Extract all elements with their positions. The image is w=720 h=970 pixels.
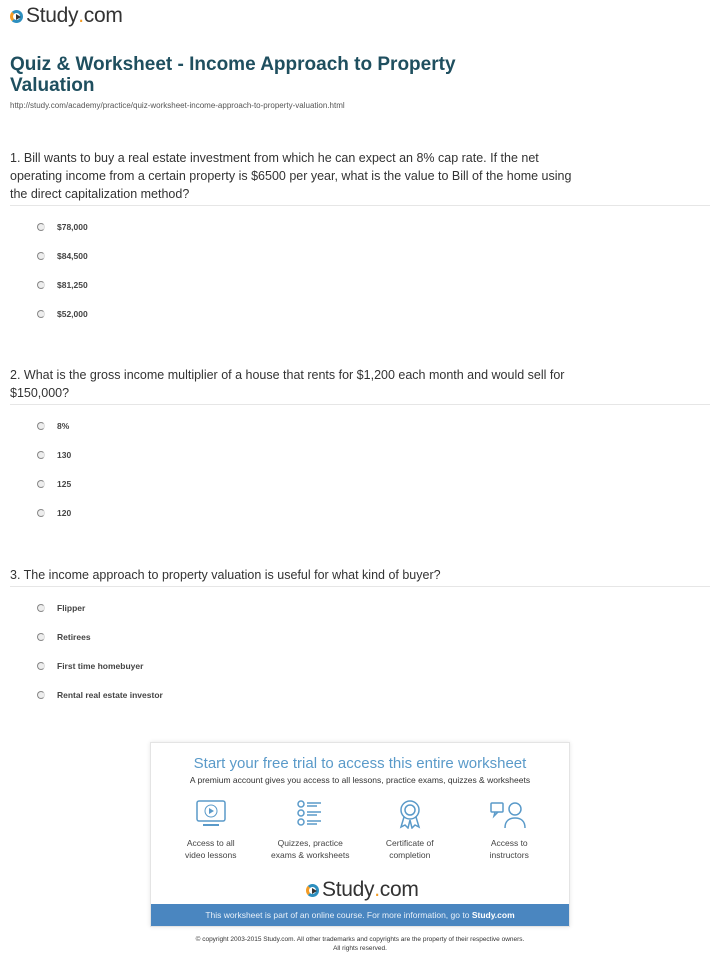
option-label: 125 <box>57 479 72 489</box>
bar-text: This worksheet is part of an online course. For more information, go to <box>205 910 472 920</box>
radio-icon[interactable] <box>37 604 45 612</box>
option-label: 120 <box>57 508 72 518</box>
feature-video <box>163 799 258 861</box>
radio-icon[interactable] <box>37 451 45 459</box>
option[interactable] <box>37 450 71 460</box>
option-label: $84,500 <box>57 251 88 261</box>
course-info-bar <box>151 904 569 926</box>
free-trial-card <box>150 742 570 927</box>
feature-label: exams & worksheets <box>271 850 350 860</box>
option-label: Retirees <box>57 632 91 642</box>
feature-instructors <box>462 799 557 861</box>
radio-icon[interactable] <box>37 633 45 641</box>
radio-icon[interactable] <box>37 310 45 318</box>
option[interactable] <box>37 309 88 319</box>
option[interactable] <box>37 280 88 290</box>
option[interactable] <box>37 690 163 700</box>
question-2: 2. What is the gross income multiplier of a house that rents for $1,200 each month and would sell for $150,000? <box>10 368 565 400</box>
feature-label: video lessons <box>184 850 237 860</box>
logo-dot: . <box>78 4 84 27</box>
option[interactable] <box>37 251 88 261</box>
video-lesson-icon <box>195 799 227 829</box>
logo-tld: com <box>379 878 419 901</box>
option-label: First time homebuyer <box>57 661 144 671</box>
option[interactable] <box>37 508 71 518</box>
option[interactable] <box>37 479 71 489</box>
quiz-list-icon <box>294 799 326 829</box>
option-label: 130 <box>57 450 72 460</box>
instructor-chat-icon <box>489 799 529 829</box>
option-label: 8% <box>57 421 70 431</box>
option[interactable] <box>37 661 143 671</box>
feature-label: Access to <box>490 838 528 848</box>
promo-title: Start your free trial to access this entire worksheet <box>193 755 527 772</box>
feature-label: Quizzes, practice <box>277 838 343 848</box>
divider <box>10 404 710 405</box>
divider <box>10 586 710 587</box>
radio-icon[interactable] <box>37 281 45 289</box>
logo-text: Study <box>322 878 375 901</box>
radio-icon[interactable] <box>37 422 45 430</box>
study-logo[interactable] <box>10 4 123 28</box>
option-label: Rental real estate investor <box>57 690 163 700</box>
feature-certificate <box>362 799 457 861</box>
option[interactable] <box>37 603 85 613</box>
radio-icon[interactable] <box>37 252 45 260</box>
copyright <box>0 935 720 953</box>
certificate-ribbon-icon <box>394 799 426 829</box>
option-label: $81,250 <box>57 280 88 290</box>
radio-icon[interactable] <box>37 662 45 670</box>
divider <box>10 205 710 206</box>
logo-dot: . <box>374 878 380 901</box>
question-3: 3. The income approach to property valuation is useful for what kind of buyer? <box>10 568 441 582</box>
study-link[interactable]: Study.com <box>471 910 515 920</box>
logo-tld: com <box>83 4 123 27</box>
radio-icon[interactable] <box>37 480 45 488</box>
play-logo-icon <box>306 884 319 897</box>
option[interactable] <box>37 421 69 431</box>
feature-label: Certificate of <box>385 838 434 848</box>
option-label: $78,000 <box>57 222 88 232</box>
option-label: $52,000 <box>57 309 88 319</box>
option[interactable] <box>37 632 91 642</box>
copyright-text: © copyright 2003-2015 Study.com. All other trademarks and copyrights are the property of their respective owners. <box>195 936 525 943</box>
option-label: Flipper <box>57 603 86 613</box>
study-logo-footer[interactable] <box>306 878 419 902</box>
rights-text: All rights reserved. <box>333 945 387 952</box>
option[interactable] <box>37 222 88 232</box>
promo-subtitle: A premium account gives you access to all lessons, practice exams, quizzes & worksheets <box>189 775 531 785</box>
radio-icon[interactable] <box>37 691 45 699</box>
question-1: 1. Bill wants to buy a real estate investment from which he can expect an 8% cap rate. If the net operating income from a certain property is $6500 per year, what is the value to Bill of the home using the direct capitalization method? <box>10 151 572 201</box>
feature-label: Access to all <box>186 838 235 848</box>
radio-icon[interactable] <box>37 223 45 231</box>
page-title: Quiz & Worksheet - Income Approach to Property Valuation <box>10 54 456 96</box>
feature-label: instructors <box>489 850 529 860</box>
logo-text: Study <box>26 4 79 27</box>
radio-icon[interactable] <box>37 509 45 517</box>
play-logo-icon <box>10 10 23 23</box>
feature-label: completion <box>389 850 431 860</box>
feature-quizzes <box>263 799 358 861</box>
page-url: http://study.com/academy/practice/quiz-worksheet-income-approach-to-property-valuation.html <box>10 101 345 110</box>
